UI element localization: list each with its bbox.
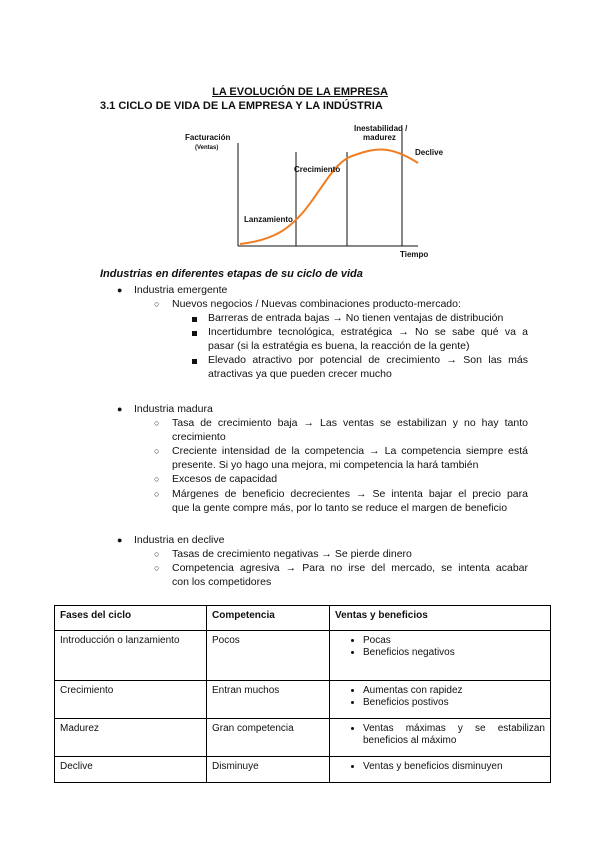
bullet-square: [192, 317, 197, 322]
sales-curve: [240, 150, 418, 244]
list-item-margenes-cont: que la gente compre más, por lo tanto se reduce el margen de beneficio: [172, 502, 508, 514]
table-row: [55, 757, 551, 783]
bullet-circle: ○: [154, 418, 160, 428]
section-subtitle: 3.1 CICLO DE VIDA DE LA EMPRESA Y LA INDÚSTRIA: [100, 100, 383, 112]
table-row: [55, 631, 551, 681]
life-cycle-chart: [0, 0, 600, 270]
cell-fase: Crecimiento: [55, 681, 207, 719]
list-item-incertidumbre-cont: pasar (si la estratégia es buena, la reacción de la gente): [208, 340, 470, 352]
list-item-incertidumbre: Incertidumbre tecnológica, estratégica → No se sabe qué va a: [208, 326, 528, 338]
list-item-competencia-agresiva: Competencia agresiva → Para no irse del mercado, se intenta acabar: [172, 562, 528, 574]
list-item: • Ventas máximas y se estabilizan beneficios al máximo: [363, 723, 545, 747]
list-item-declive: Industria en declive: [134, 534, 225, 546]
phase-label-inestabilidad: Inestabilidad /: [354, 124, 408, 133]
phase-label-madurez: madurez: [363, 133, 396, 142]
list-item-nuevos-negocios: Nuevos negocios / Nuevas combinaciones producto-mercado:: [172, 298, 461, 310]
x-axis-label: Tiempo: [400, 250, 429, 259]
list-item-competencia-cont: presente. Si yo hago una mejora, mi competencia la hará también: [172, 459, 479, 471]
cell-ventas: [330, 757, 551, 783]
bullet-dot: ●: [117, 535, 123, 545]
list-item-madura: Industria madura: [134, 403, 213, 415]
table-header-row: [55, 606, 551, 631]
list-item: • Beneficios negativos: [363, 647, 545, 659]
cell-competencia: Disminuye: [207, 757, 330, 783]
bullet-circle: ○: [154, 474, 160, 484]
table-row: [55, 681, 551, 719]
bullet-square: [192, 359, 197, 364]
cell-ventas: [330, 719, 551, 757]
phase-label-lanzamiento: Lanzamiento: [244, 215, 293, 224]
list-item-margenes: Márgenes de beneficio decrecientes → Se intenta bajar el precio para: [172, 488, 528, 500]
list-item-competencia: Creciente intensidad de la competencia → La competencia siempre está: [172, 445, 528, 457]
list-item-emergente: Industria emergente: [134, 284, 228, 296]
phase-label-declive: Declive: [415, 148, 444, 157]
bullet-square: [192, 331, 197, 336]
list-item-excesos: Excesos de capacidad: [172, 473, 278, 485]
list-item-barreras: Barreras de entrada bajas → No tienen ventajas de distribución: [208, 312, 504, 324]
bullet-dot: ●: [117, 285, 123, 295]
bullet-dot: ●: [117, 404, 123, 414]
section-heading: Industrias en diferentes etapas de su ciclo de vida: [100, 268, 363, 280]
cell-ventas: [330, 681, 551, 719]
list-item-tasa-baja-cont: crecimiento: [172, 431, 226, 443]
y-axis-label-units: (Ventas): [195, 145, 219, 151]
list-item-competencia-agresiva-cont: con los competidores: [172, 576, 272, 588]
cell-competencia: Gran competencia: [207, 719, 330, 757]
cell-fase: Introducción o lanzamiento: [55, 631, 207, 681]
phase-label-crecimiento: Crecimiento: [294, 165, 341, 174]
table-row: [55, 719, 551, 757]
bullet-circle: ○: [154, 299, 160, 309]
phases-table: [54, 605, 551, 783]
header-competencia: Competencia: [207, 606, 330, 631]
list-item-atractivo-cont: atractivas ya que pueden crecer mucho: [208, 368, 392, 380]
list-item-tasas-negativas: Tasas de crecimiento negativas → Se pierde dinero: [172, 548, 412, 560]
bullet-circle: ○: [154, 489, 160, 499]
list-item-atractivo: Elevado atractivo por potencial de crecimiento → Son las más: [208, 354, 528, 366]
list-item: • Beneficios postivos: [363, 697, 545, 709]
list-item: • Ventas y beneficios disminuyen: [363, 761, 545, 773]
bullet-circle: ○: [154, 446, 160, 456]
bullet-circle: ○: [154, 549, 160, 559]
y-axis-label: Facturación: [185, 133, 231, 142]
cell-fase: Madurez: [55, 719, 207, 757]
list-item: • Pocas: [363, 635, 545, 647]
list-item: • Aumentas con rapidez: [363, 685, 545, 697]
cell-ventas: [330, 631, 551, 681]
bullet-circle: ○: [154, 563, 160, 573]
page-title: LA EVOLUCIÓN DE LA EMPRESA: [212, 86, 388, 98]
cell-fase: Declive: [55, 757, 207, 783]
cell-competencia: Pocos: [207, 631, 330, 681]
header-ventas: Ventas y beneficios: [330, 606, 551, 631]
cell-competencia: Entran muchos: [207, 681, 330, 719]
list-item-tasa-baja: Tasa de crecimiento baja → Las ventas se estabilizan y no hay tanto: [172, 417, 528, 429]
header-fases: Fases del ciclo: [55, 606, 207, 631]
